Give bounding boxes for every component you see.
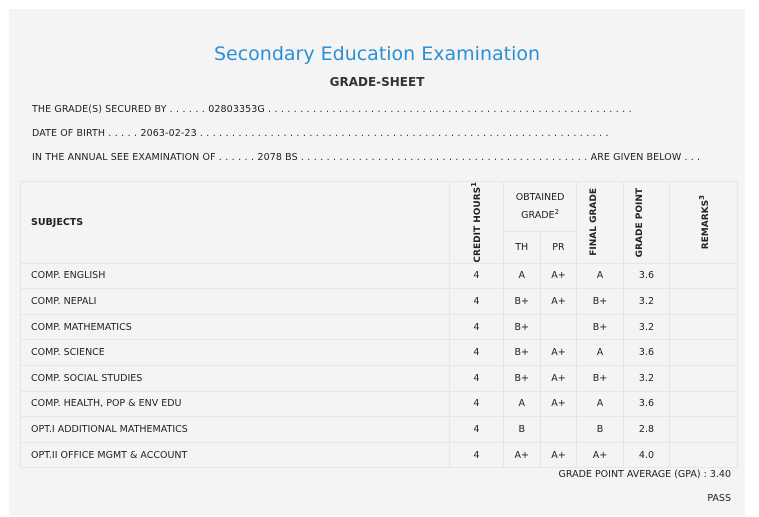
gpa-summary: GRADE POINT AVERAGE (GPA) : 3.40 xyxy=(558,469,731,480)
pr-grade-cell xyxy=(540,417,577,443)
subject-cell: OPT.II OFFICE MGMT & ACCOUNT xyxy=(21,442,450,468)
table-row xyxy=(21,314,738,340)
remarks-cell xyxy=(670,391,738,417)
remarks-cell xyxy=(670,289,738,315)
th-grade-cell: A xyxy=(503,391,540,417)
dob-label: DATE OF BIRTH xyxy=(32,128,106,139)
grade-point-cell: 4.0 xyxy=(623,442,669,468)
credit-cell: 4 xyxy=(449,442,503,468)
subject-cell: COMP. HEALTH, POP & ENV EDU xyxy=(21,391,450,417)
obtained-grade-header xyxy=(503,182,576,232)
th-header: TH xyxy=(503,232,540,263)
final-grade-cell: B+ xyxy=(577,289,623,315)
dob-line: DATE OF BIRTH . . . . . 2063-02-23 . . . . . . . . . . . . . . . . . . . . . . . . . . . . . . . . . . . . . . . . . . . . . . . . . . . . . . . . . . . . . . . . xyxy=(32,128,609,139)
final-grade-header xyxy=(577,182,623,264)
remarks-cell xyxy=(670,314,738,340)
table-row xyxy=(21,391,738,417)
th-grade-cell: B+ xyxy=(503,365,540,391)
credit-hours-note: 1 xyxy=(470,182,479,187)
th-grade-cell: B+ xyxy=(503,314,540,340)
subject-cell: COMP. ENGLISH xyxy=(21,263,450,289)
subject-cell: OPT.I ADDITIONAL MATHEMATICS xyxy=(21,417,450,443)
secured-by-line: THE GRADE(S) SECURED BY . . . . . . 02803353G . . . . . . . . . . . . . . . . . . . . . . . . . . . . . . . . . . . . . . . . . . . . . . . . . . . . . . . . . xyxy=(32,104,632,115)
final-grade-cell: B+ xyxy=(577,314,623,340)
table-row xyxy=(21,365,738,391)
th-grade-cell: A+ xyxy=(503,442,540,468)
subject-cell: COMP. NEPALI xyxy=(21,289,450,315)
grade-sheet xyxy=(9,9,745,515)
secured-by-label: THE GRADE(S) SECURED BY xyxy=(32,104,167,115)
pr-header: PR xyxy=(540,232,577,263)
credit-cell: 4 xyxy=(449,391,503,417)
grade-point-cell: 3.6 xyxy=(623,391,669,417)
page-title: Secondary Education Examination xyxy=(213,43,541,65)
result-status: PASS xyxy=(707,493,731,504)
table-row xyxy=(21,289,738,315)
table-row xyxy=(21,263,738,289)
dob-value: 2063-02-23 xyxy=(140,128,197,139)
th-grade-cell: B+ xyxy=(503,289,540,315)
page-subtitle: GRADE-SHEET xyxy=(329,75,425,89)
grade-point-cell: 3.6 xyxy=(623,340,669,366)
credit-cell: 4 xyxy=(449,417,503,443)
pr-grade-cell: A+ xyxy=(540,263,577,289)
remarks-cell xyxy=(670,263,738,289)
credit-cell: 4 xyxy=(449,289,503,315)
grades-table xyxy=(20,181,738,468)
credit-cell: 4 xyxy=(449,314,503,340)
credit-hours-label: CREDIT HOURS xyxy=(473,186,484,263)
final-grade-cell: B xyxy=(577,417,623,443)
remarks-cell xyxy=(670,365,738,391)
grade-point-cell: 3.2 xyxy=(623,314,669,340)
pr-grade-cell: A+ xyxy=(540,365,577,391)
secured-by-value: 02803353G xyxy=(208,104,265,115)
credit-cell: 4 xyxy=(449,263,503,289)
final-grade-cell: A xyxy=(577,340,623,366)
remarks-header xyxy=(670,182,738,264)
th-grade-cell: B+ xyxy=(503,340,540,366)
exam-label: IN THE ANNUAL SEE EXAMINATION OF xyxy=(32,152,216,163)
subject-cell: COMP. MATHEMATICS xyxy=(21,314,450,340)
credit-cell: 4 xyxy=(449,340,503,366)
remarks-cell xyxy=(670,340,738,366)
pr-grade-cell: A+ xyxy=(540,289,577,315)
obtained-grade-note: 2 xyxy=(554,207,560,216)
final-grade-cell: A xyxy=(577,263,623,289)
pr-grade-cell: A+ xyxy=(540,442,577,468)
table-row xyxy=(21,340,738,366)
remarks-label: REMARKS xyxy=(700,200,711,250)
grade-point-cell: 3.6 xyxy=(623,263,669,289)
final-grade-cell: B+ xyxy=(577,365,623,391)
remarks-note: 3 xyxy=(697,195,706,201)
pr-grade-cell: A+ xyxy=(540,340,577,366)
exam-suffix: ARE GIVEN BELOW . . . xyxy=(590,152,701,163)
pr-grade-cell xyxy=(540,314,577,340)
final-grade-cell: A+ xyxy=(577,442,623,468)
credit-cell: 4 xyxy=(449,365,503,391)
subjects-header-label: SUBJECTS xyxy=(31,216,84,228)
obtained-grade-label: OBTAINED GRADE xyxy=(515,191,565,221)
remarks-cell xyxy=(670,442,738,468)
grade-point-cell: 2.8 xyxy=(623,417,669,443)
exam-line: IN THE ANNUAL SEE EXAMINATION OF . . . . . . 2078 BS . . . . . . . . . . . . . . . . . . . . . . . . . . . . . . . . . . . . . . . . . . . . . ARE GIVEN BELOW . . . xyxy=(32,152,701,163)
table-row xyxy=(21,417,738,443)
subjects-header xyxy=(21,182,450,264)
subject-cell: COMP. SCIENCE xyxy=(21,340,450,366)
grade-point-label: GRADE POINT xyxy=(635,187,646,257)
grade-point-header xyxy=(623,182,669,264)
th-grade-cell: A xyxy=(503,263,540,289)
table-row xyxy=(21,442,738,468)
final-grade-label: FINAL GRADE xyxy=(589,188,600,257)
remarks-cell xyxy=(670,417,738,443)
grade-point-cell: 3.2 xyxy=(623,289,669,315)
grade-point-cell: 3.2 xyxy=(623,365,669,391)
final-grade-cell: A xyxy=(577,391,623,417)
credit-hours-header xyxy=(449,182,503,264)
pr-grade-cell: A+ xyxy=(540,391,577,417)
subject-cell: COMP. SOCIAL STUDIES xyxy=(21,365,450,391)
th-grade-cell: B xyxy=(503,417,540,443)
exam-value: 2078 BS xyxy=(257,152,298,163)
